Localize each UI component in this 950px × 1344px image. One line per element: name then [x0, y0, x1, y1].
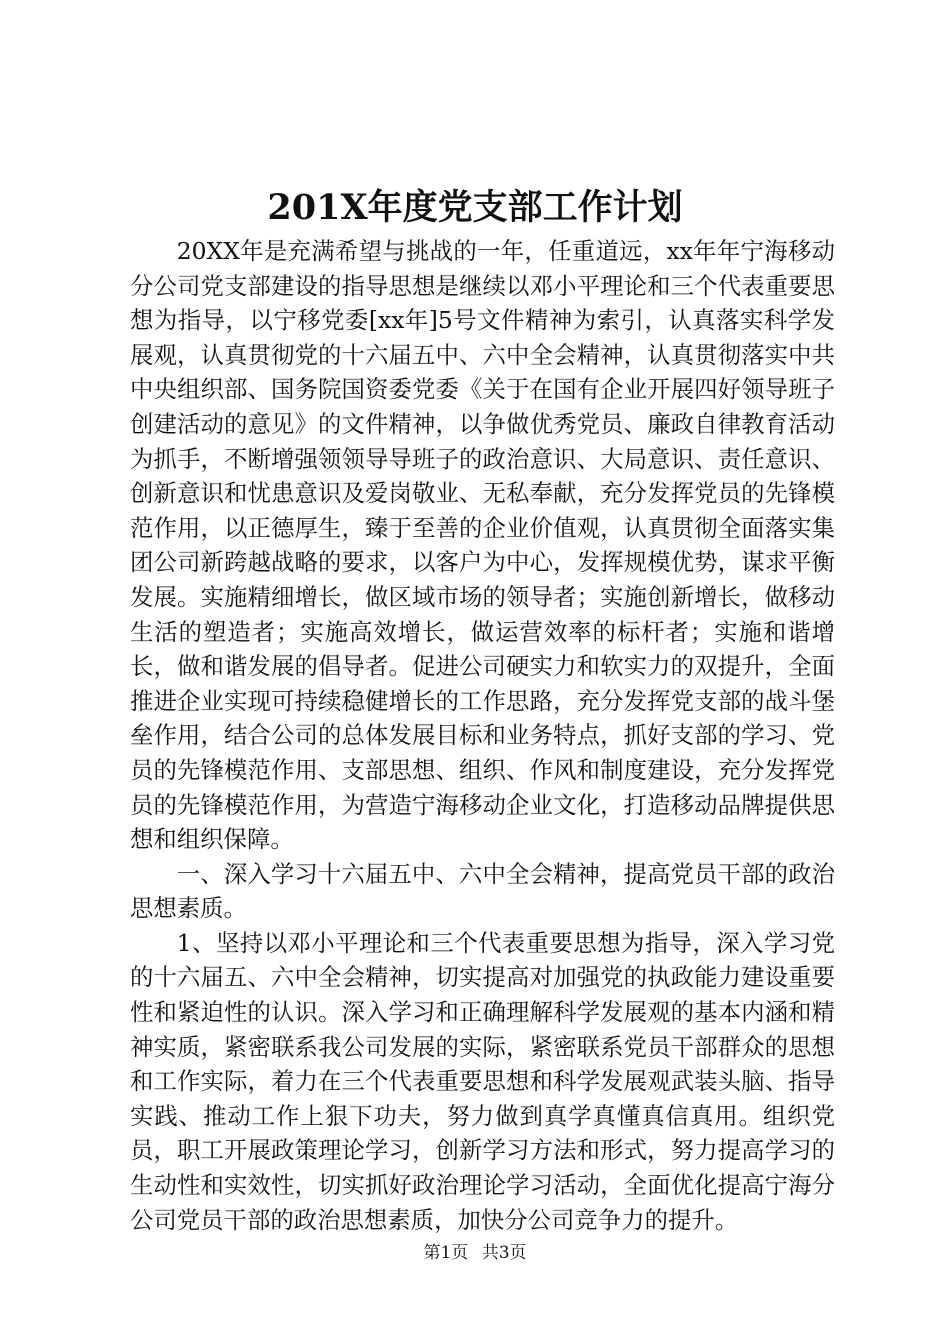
page-number-total: 共3页 [481, 1243, 527, 1263]
document-title: 201X年度党支部工作计划 [267, 187, 683, 228]
document-body [130, 234, 835, 1237]
paragraph-section-one-heading: 一、深入学习十六届五中、六中全会精神，提高党员干部的政治思想素质。 [130, 859, 835, 923]
page-number-current: 第1页 [423, 1243, 469, 1263]
paragraph-intro: 20XX年是充满希望与挑战的一年，任重道远，xx年年宁海移动分公司党支部建设的指导思想是继续以邓小平理论和三个代表重要思想为指导，以宁移党委[xx年]5号文件精神为索引，认真落实科学发展观，认真贯彻党的十六届五中、六中全会精神，认真贯彻落实中共中央组织部、国务院国资委党委《关于在国有企业开展四好领导班子创建活动的意见》的文件精神，以争做优秀党员、廉政自律教育活动为抓手，不断增强领领导导班子的政治意识、大局意识、责任意识、创新意识和忧患意识及爱岗敬业、无私奉献，充分发挥党员的先锋模范作用，以正德厚生，臻于至善的企业价值观，认真贯彻全面落实集团公司新跨越战略的要求，以客户为中心，发挥规模优势，谋求平衡发展。实施精细增长，做区域市场的领导者；实施创新增长，做移动生活的塑造者；实施高效增长，做运营效率的标杆者；实施和谐增长，做和谐发展的倡导者。促进公司硬实力和软实力的双提升，全面推进企业实现可持续稳健增长的工作思路，充分发挥党支部的战斗堡垒作用，结合公司的总体发展目标和业务特点，抓好支部的学习、党员的先锋模范作用、支部思想、组织、作风和制度建设，充分发挥党员的先锋模范作用，为营造宁海移动企业文化，打造移动品牌提供思想和组织保障。 [130, 237, 835, 854]
page-footer [0, 1240, 950, 1266]
paragraph-item-one: 1、坚持以邓小平理论和三个代表重要思想为指导，深入学习党的十六届五、六中全会精神，切实提高对加强党的执政能力建设重要性和紧迫性的认识。深入学习和正确理解科学发展观的基本内涵和精神实质，紧密联系我公司发展的实际，紧密联系党员干部群众的思想和工作实际，着力在三个代表重要思想和科学发展观武装头脑、指导实践、推动工作上狠下功夫，努力做到真学真懂真信真用。组织党员，职工开展政策理论学习，创新学习方法和形式，努力提高学习的生动性和实效性，切实抓好政治理论学习活动，全面优化提高宁海分公司党员干部的政治思想素质，加快分公司竞争力的提升。 [130, 928, 835, 1234]
